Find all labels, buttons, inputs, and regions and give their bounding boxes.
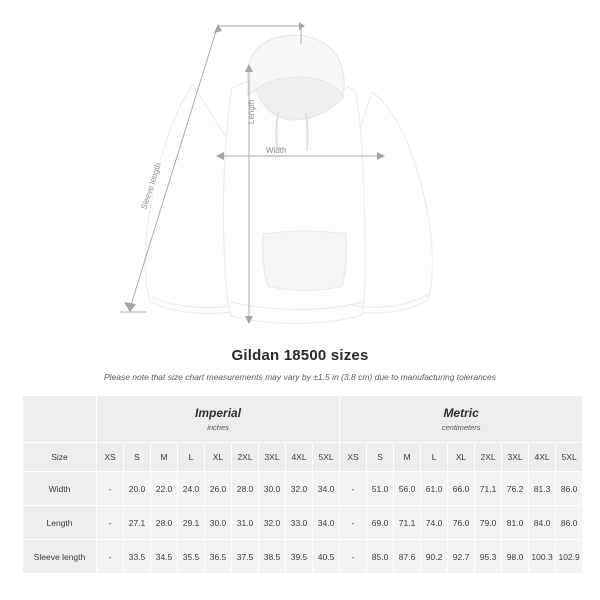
unit-system-imperial-name: Imperial — [195, 406, 242, 420]
cell-length-metric-s: 69.0 — [367, 506, 394, 540]
cell-width-imperial-m: 22.0 — [151, 472, 178, 506]
unit-system-metric — [340, 396, 583, 443]
cell-sleeve-metric-s: 85.0 — [367, 540, 394, 574]
cell-length-metric-xl: 76.0 — [448, 506, 475, 540]
cell-length-imperial-xl: 30.0 — [205, 506, 232, 540]
size-header-metric-s: S — [367, 443, 394, 472]
size-header-metric-m: M — [394, 443, 421, 472]
cell-sleeve-metric-m: 87.6 — [394, 540, 421, 574]
cell-sleeve-metric-4xl: 100.3 — [529, 540, 556, 574]
cell-width-metric-3xl: 76.2 — [502, 472, 529, 506]
size-table — [22, 395, 583, 574]
unit-system-metric-unit: centimeters — [441, 423, 481, 432]
row-label-sleeve-length: Sleeve length — [23, 540, 97, 574]
chart-title: Gildan 18500 sizes — [231, 347, 369, 364]
row-label-length: Length — [23, 506, 97, 540]
unit-system-imperial — [97, 396, 340, 443]
cell-width-imperial-xs: - — [97, 472, 124, 506]
size-header-metric-xl: XL — [448, 443, 475, 472]
cell-length-imperial-s: 27.1 — [124, 506, 151, 540]
cell-width-imperial-2xl: 28.0 — [232, 472, 259, 506]
size-header-imperial-xs: XS — [97, 443, 124, 472]
table-row — [23, 540, 583, 574]
row-label-width: Width — [23, 472, 97, 506]
size-header-imperial-5xl: 5XL — [313, 443, 340, 472]
size-header-metric-5xl: 5XL — [556, 443, 583, 472]
cell-sleeve-imperial-3xl: 38.5 — [259, 540, 286, 574]
cell-length-imperial-3xl: 32.0 — [259, 506, 286, 540]
cell-sleeve-imperial-m: 34.5 — [151, 540, 178, 574]
cell-length-imperial-4xl: 33.0 — [286, 506, 313, 540]
table-corner — [23, 396, 97, 443]
cell-length-metric-xs: - — [340, 506, 367, 540]
size-header-metric-2xl: 2XL — [475, 443, 502, 472]
label-width: Width — [266, 146, 287, 155]
title-block — [0, 347, 600, 382]
unit-system-row — [23, 396, 583, 443]
cell-length-metric-l: 74.0 — [421, 506, 448, 540]
chart-note: Please note that size chart measurements may vary by ±1.5 in (3.8 cm) due to manufacturing tolerances — [103, 372, 497, 382]
cell-sleeve-imperial-l: 35.5 — [178, 540, 205, 574]
cell-width-metric-4xl: 81.3 — [529, 472, 556, 506]
unit-system-imperial-unit: inches — [207, 423, 229, 432]
size-header-imperial-s: S — [124, 443, 151, 472]
cell-width-imperial-4xl: 32.0 — [286, 472, 313, 506]
cell-width-metric-s: 51.0 — [367, 472, 394, 506]
cell-sleeve-imperial-2xl: 37.5 — [232, 540, 259, 574]
label-length: Length — [247, 99, 256, 124]
table-row — [23, 472, 583, 506]
cell-length-imperial-l: 29.1 — [178, 506, 205, 540]
cell-width-metric-l: 61.0 — [421, 472, 448, 506]
label-sleeve-length: Sleeve length — [139, 161, 163, 211]
cell-length-metric-2xl: 79.0 — [475, 506, 502, 540]
size-header-imperial-3xl: 3XL — [259, 443, 286, 472]
cell-width-metric-xs: - — [340, 472, 367, 506]
size-header-metric-xs: XS — [340, 443, 367, 472]
cell-width-metric-xl: 66.0 — [448, 472, 475, 506]
cell-length-metric-m: 71.1 — [394, 506, 421, 540]
cell-length-imperial-m: 28.0 — [151, 506, 178, 540]
cell-sleeve-imperial-xl: 36.5 — [205, 540, 232, 574]
cell-length-metric-5xl: 86.0 — [556, 506, 583, 540]
cell-length-metric-3xl: 81.0 — [502, 506, 529, 540]
size-header-label: Size — [23, 443, 97, 472]
cell-length-imperial-2xl: 31.0 — [232, 506, 259, 540]
size-header-imperial-4xl: 4XL — [286, 443, 313, 472]
cell-length-imperial-xs: - — [97, 506, 124, 540]
cell-width-imperial-3xl: 30.0 — [259, 472, 286, 506]
size-header-metric-l: L — [421, 443, 448, 472]
hoodie-garment — [145, 35, 432, 323]
cell-width-imperial-l: 24.0 — [178, 472, 205, 506]
cell-width-metric-5xl: 86.0 — [556, 472, 583, 506]
size-header-imperial-m: M — [151, 443, 178, 472]
cell-width-imperial-5xl: 34.0 — [313, 472, 340, 506]
cell-sleeve-imperial-xs: - — [97, 540, 124, 574]
cell-sleeve-imperial-4xl: 39.5 — [286, 540, 313, 574]
size-header-metric-4xl: 4XL — [529, 443, 556, 472]
size-table-wrapper — [0, 395, 600, 574]
size-header-imperial-2xl: 2XL — [232, 443, 259, 472]
cell-length-metric-4xl: 84.0 — [529, 506, 556, 540]
cell-length-imperial-5xl: 34.0 — [313, 506, 340, 540]
cell-sleeve-metric-2xl: 95.3 — [475, 540, 502, 574]
cell-sleeve-metric-5xl: 102.9 — [556, 540, 583, 574]
size-header-metric-3xl: 3XL — [502, 443, 529, 472]
cell-sleeve-imperial-5xl: 40.5 — [313, 540, 340, 574]
cell-sleeve-metric-3xl: 98.0 — [502, 540, 529, 574]
cell-sleeve-metric-xs: - — [340, 540, 367, 574]
cell-width-imperial-s: 20.0 — [124, 472, 151, 506]
table-row — [23, 506, 583, 540]
size-header-imperial-xl: XL — [205, 443, 232, 472]
cell-width-metric-2xl: 71.1 — [475, 472, 502, 506]
cell-sleeve-metric-l: 90.2 — [421, 540, 448, 574]
size-header-imperial-l: L — [178, 443, 205, 472]
size-header-row — [23, 443, 583, 472]
unit-system-metric-name: Metric — [443, 406, 479, 420]
cell-sleeve-imperial-s: 33.5 — [124, 540, 151, 574]
cell-sleeve-metric-xl: 92.7 — [448, 540, 475, 574]
cell-width-imperial-xl: 26.0 — [205, 472, 232, 506]
cell-width-metric-m: 56.0 — [394, 472, 421, 506]
